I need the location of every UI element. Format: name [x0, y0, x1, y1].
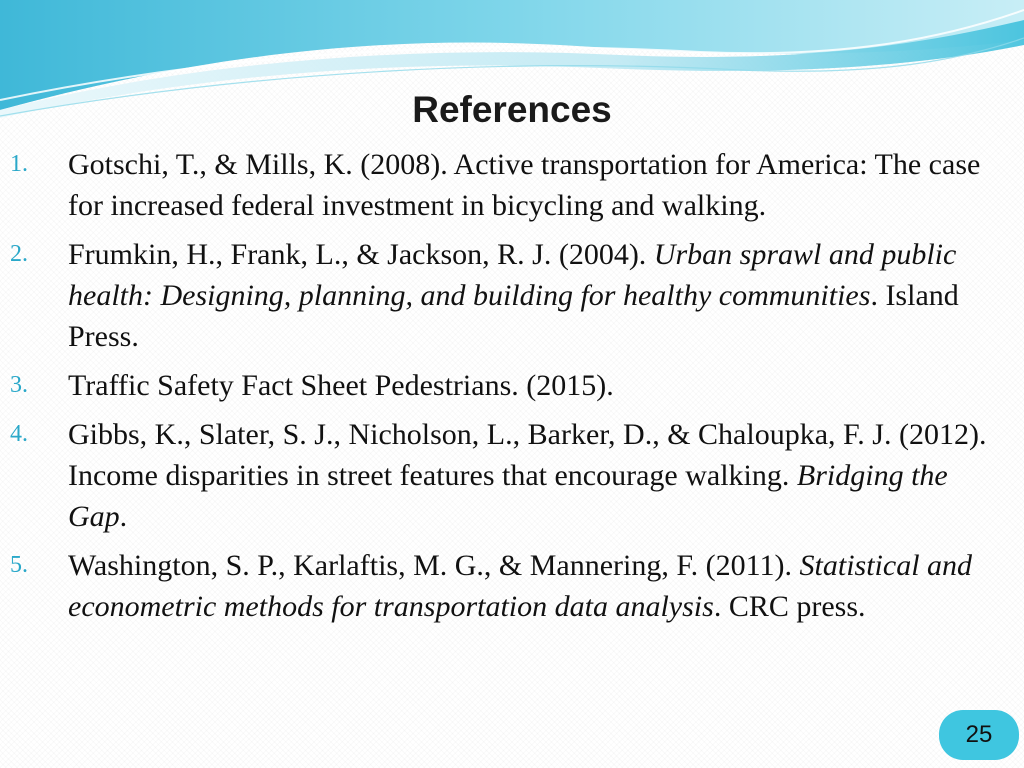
reference-number: 1. [10, 151, 28, 177]
reference-item [0, 365, 1024, 406]
reference-text [68, 545, 1004, 627]
reference-list [0, 144, 1024, 635]
reference-text-part: . Island Press. [68, 279, 959, 353]
reference-title-italic: Urban sprawl and public health: Designing, planning, and building for healthy communities [68, 238, 957, 312]
reference-number: 3. [10, 372, 28, 398]
reference-text [68, 234, 1004, 357]
reference-item [0, 234, 1024, 357]
reference-title-italic: Statistical and econometric methods for transportation data analysis [68, 549, 973, 623]
reference-number: 4. [10, 421, 28, 447]
reference-item [0, 144, 1024, 226]
reference-text [68, 414, 1004, 537]
page-number-badge: 25 [939, 710, 1019, 760]
reference-text [68, 365, 1004, 406]
page-title: References [412, 89, 612, 130]
reference-text-part: . [119, 500, 128, 533]
reference-item [0, 545, 1024, 627]
reference-title-italic: Bridging the Gap [68, 459, 948, 533]
reference-number: 5. [10, 552, 28, 578]
reference-text-part: Gotschi, T., & Mills, K. (2008). Active transportation for America: The case for increased federal investment in bicycling and walking. [68, 148, 981, 222]
reference-text [68, 144, 1004, 226]
reference-text-part: Washington, S. P., Karlaftis, M. G., & Mannering, F. (2011). [68, 549, 800, 582]
reference-text-part: . CRC press. [713, 590, 866, 623]
reference-text-part: Traffic Safety Fact Sheet Pedestrians. (2015). [68, 369, 614, 402]
reference-text-part: Gibbs, K., Slater, S. J., Nicholson, L., Barker, D., & Chaloupka, F. J. (2012). Income disparities in street features that encourage walking. [68, 418, 987, 492]
reference-text-part: Frumkin, H., Frank, L., & Jackson, R. J. (2004). [68, 238, 654, 271]
reference-item [0, 414, 1024, 537]
reference-number: 2. [10, 241, 28, 267]
